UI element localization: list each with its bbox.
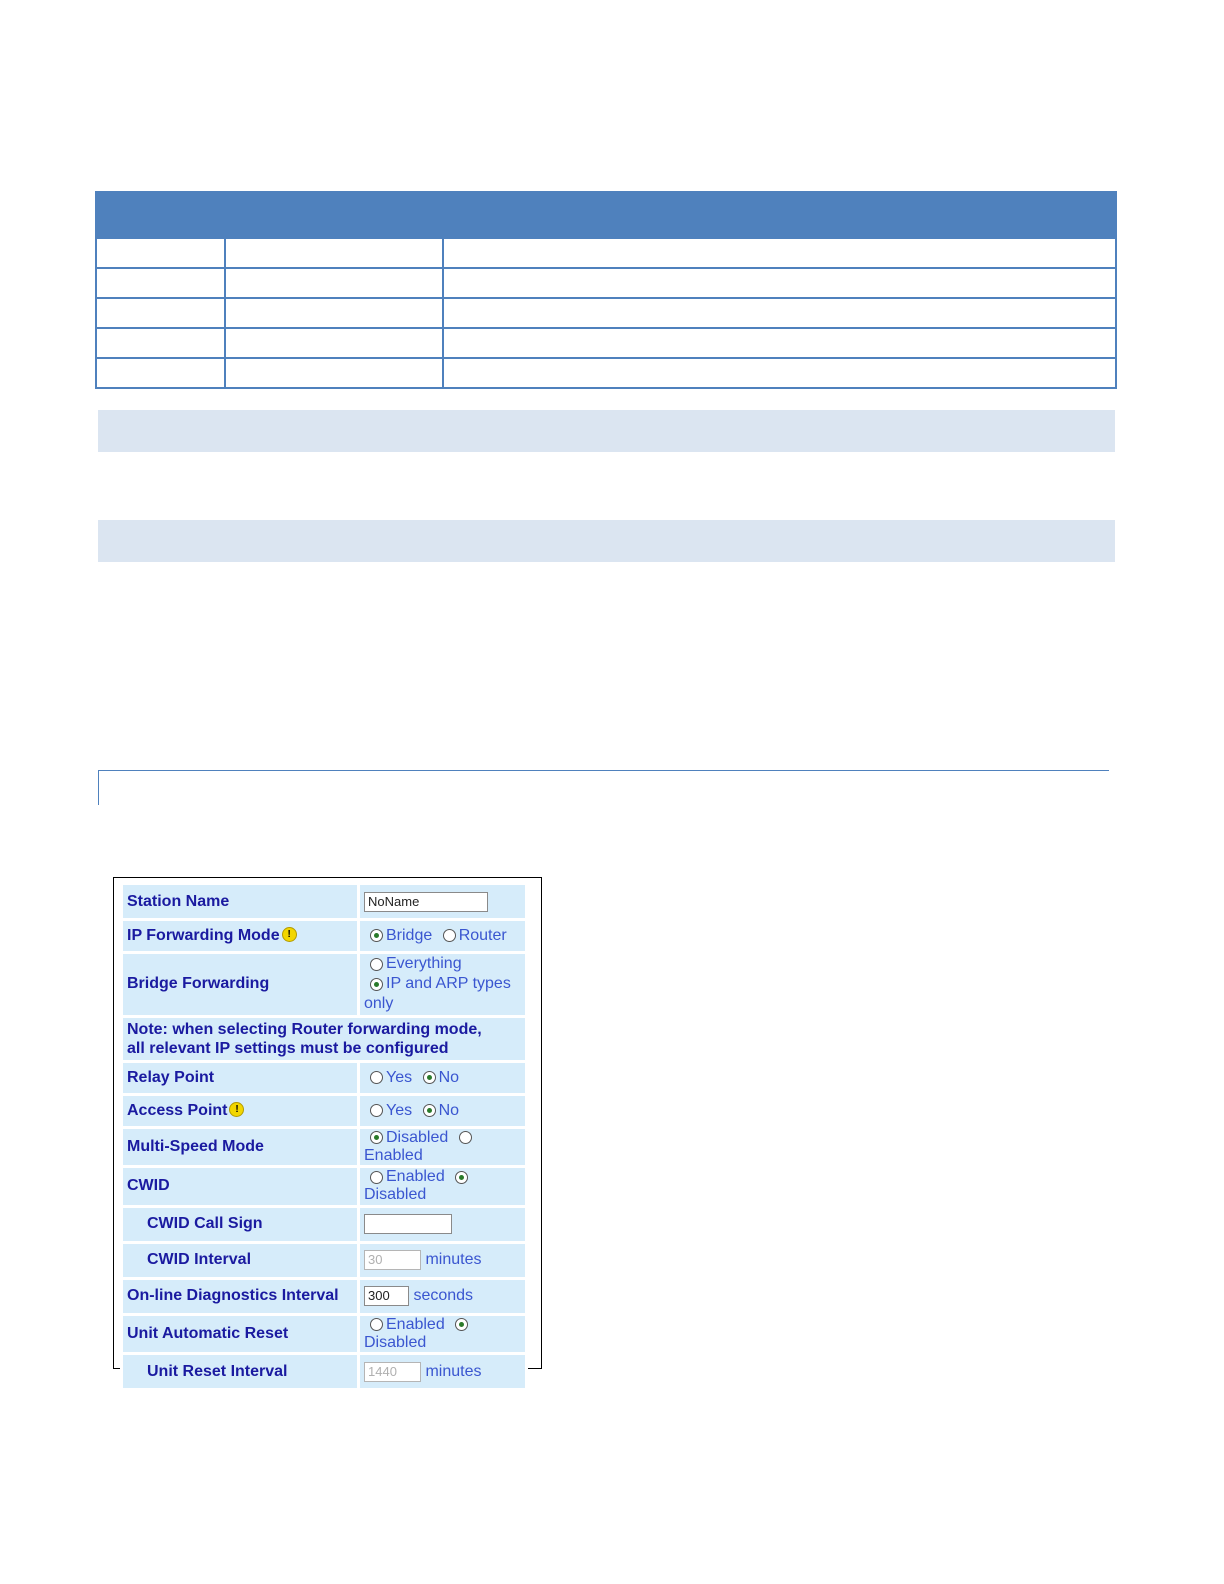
ip-forwarding-label: IP Forwarding Mode: [127, 927, 280, 944]
router-option: Router: [458, 926, 507, 944]
ip-arp-option: IP and ARP types only: [364, 975, 511, 1013]
table-row: [96, 298, 1116, 328]
bridge-forwarding-row: [123, 954, 525, 1015]
auto-reset-enabled-option: Enabled: [386, 1315, 445, 1333]
auto-reset-disabled-radio[interactable]: [455, 1318, 468, 1331]
station-name-label: Station Name: [123, 885, 357, 918]
multi-speed-disabled-option: Disabled: [386, 1128, 449, 1146]
auto-reset-row: [123, 1316, 525, 1352]
everything-option: Everything: [386, 955, 462, 972]
cwid-interval-row: [123, 1244, 525, 1277]
diagnostics-label: On-line Diagnostics Interval: [123, 1280, 357, 1313]
ip-forwarding-row: [123, 921, 525, 951]
relay-yes-option: Yes: [386, 1068, 413, 1086]
note-line-2: all relevant IP settings must be configured: [127, 1039, 449, 1057]
table-row: [96, 328, 1116, 358]
warning-icon: !: [229, 1102, 244, 1117]
reset-interval-row: [123, 1355, 525, 1388]
cwid-call-sign-row: [123, 1208, 525, 1241]
relay-no-radio[interactable]: [423, 1071, 436, 1084]
spec-table: [95, 191, 1117, 389]
bridge-forwarding-label: Bridge Forwarding: [123, 954, 357, 1015]
multi-speed-label: Multi-Speed Mode: [123, 1129, 357, 1165]
table-row: [96, 358, 1116, 388]
relay-yes-radio[interactable]: [370, 1071, 383, 1084]
diagnostics-row: [123, 1280, 525, 1313]
router-note: [123, 1018, 525, 1060]
reset-interval-unit: minutes: [425, 1362, 482, 1380]
access-no-radio[interactable]: [423, 1104, 436, 1117]
relay-no-option: No: [438, 1068, 460, 1086]
cwid-enabled-radio[interactable]: [370, 1171, 383, 1184]
cwid-disabled-option: Disabled: [364, 1186, 427, 1204]
auto-reset-label: Unit Automatic Reset: [123, 1316, 357, 1352]
relay-point-row: [123, 1063, 525, 1093]
ip-arp-radio[interactable]: [370, 978, 383, 991]
access-point-label: Access Point: [127, 1101, 228, 1119]
station-name-row: [123, 885, 525, 918]
access-yes-option: Yes: [386, 1101, 413, 1119]
table-row: [96, 238, 1116, 268]
shaded-band: [98, 520, 1115, 562]
multi-speed-disabled-radio[interactable]: [370, 1131, 383, 1144]
cwid-call-sign-input[interactable]: [364, 1214, 452, 1234]
access-yes-radio[interactable]: [370, 1104, 383, 1117]
diagnostics-unit: seconds: [413, 1287, 474, 1305]
cwid-disabled-radio[interactable]: [455, 1171, 468, 1184]
settings-screenshot: [113, 877, 542, 1380]
access-point-row: [123, 1096, 525, 1126]
warning-icon: !: [282, 927, 297, 942]
auto-reset-enabled-radio[interactable]: [370, 1318, 383, 1331]
multi-speed-enabled-radio[interactable]: [459, 1131, 472, 1144]
settings-table: [120, 882, 528, 1391]
reset-interval-input[interactable]: 1440: [364, 1362, 421, 1382]
router-radio[interactable]: [443, 929, 456, 942]
cwid-interval-label: CWID Interval: [123, 1244, 357, 1277]
section-heading-frame: [98, 770, 1109, 805]
cwid-interval-input[interactable]: 30: [364, 1250, 421, 1270]
multi-speed-row: [123, 1129, 525, 1165]
shaded-band: [98, 410, 1115, 452]
bridge-option: Bridge: [386, 926, 433, 944]
table-header-row: [96, 192, 1116, 238]
reset-interval-label: Unit Reset Interval: [123, 1355, 357, 1388]
multi-speed-enabled-option: Enabled: [364, 1146, 423, 1164]
note-row: [123, 1018, 525, 1060]
station-name-input[interactable]: NoName: [364, 892, 488, 912]
access-no-option: No: [438, 1101, 460, 1119]
note-line-1: Note: when selecting Router forwarding mode,: [127, 1020, 482, 1038]
cwid-row: [123, 1168, 525, 1204]
cwid-interval-unit: minutes: [425, 1251, 482, 1269]
cwid-enabled-option: Enabled: [386, 1168, 445, 1186]
auto-reset-disabled-option: Disabled: [364, 1333, 427, 1351]
table-row: [96, 268, 1116, 298]
cwid-label: CWID: [123, 1168, 357, 1204]
relay-point-label: Relay Point: [123, 1063, 357, 1093]
everything-radio[interactable]: [370, 958, 383, 971]
bridge-radio[interactable]: [370, 929, 383, 942]
cwid-call-sign-label: CWID Call Sign: [123, 1208, 357, 1241]
diagnostics-input[interactable]: 300: [364, 1286, 409, 1306]
